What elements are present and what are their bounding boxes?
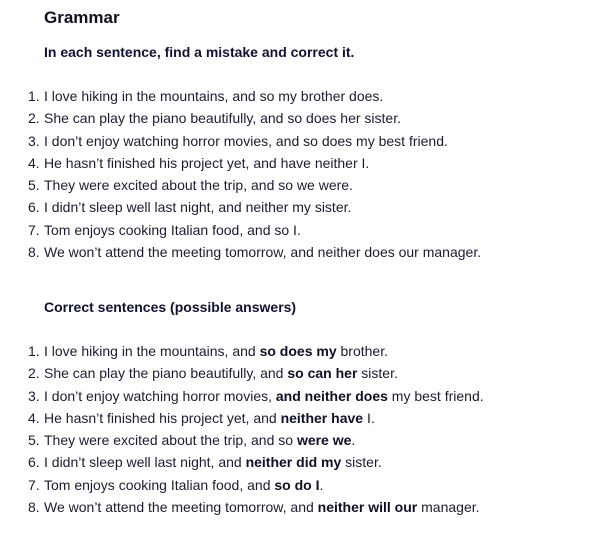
item-number: 3. [28, 132, 40, 149]
item-number: 7. [28, 221, 40, 238]
exercise-sentence: I love hiking in the mountains, and so my brother does. [44, 88, 384, 104]
item-number: 6. [28, 199, 40, 216]
item-number: 8. [28, 244, 40, 261]
exercise-item [0, 107, 590, 129]
exercise-sentence: I didn’t sleep well last night, and neither my sister. [44, 199, 352, 216]
answer-sentence [44, 340, 388, 362]
exercise-sentence: We won’t attend the meeting tomorrow, and neither does our manager. [44, 244, 482, 261]
item-number: 1. [28, 88, 40, 104]
answer-correction: neither have [280, 409, 364, 426]
item-number: 5. [28, 432, 40, 449]
page-title: Grammar [44, 8, 120, 27]
answers-heading: Correct sentences (possible answers) [44, 299, 297, 315]
answer-sentence [44, 474, 323, 496]
answer-text-before: We won’t attend the meeting tomorrow, and [44, 499, 318, 516]
answer-text-after: . [319, 476, 324, 493]
answer-sentence [44, 407, 375, 429]
answer-item [0, 362, 590, 384]
item-number: 5. [28, 177, 40, 194]
answer-text-before: He hasn’t finished his project yet, and [44, 409, 281, 426]
item-number: 1. [28, 343, 40, 359]
exercise-sentence: He hasn’t finished his project yet, and have neither I. [44, 154, 370, 171]
answer-text-before: She can play the piano beautifully, and [44, 365, 288, 382]
exercise-item [0, 219, 590, 241]
exercise-item [0, 241, 590, 263]
answer-text-before: I didn’t sleep well last night, and [44, 454, 246, 471]
answer-text-before: They were excited about the trip, and so [44, 432, 297, 449]
answer-item [0, 407, 590, 429]
answer-sentence [44, 362, 398, 384]
item-number: 4. [28, 409, 40, 426]
answer-correction: neither did my [245, 454, 342, 471]
exercise-item [0, 130, 590, 152]
exercise-item [0, 85, 590, 107]
item-number: 2. [28, 365, 40, 382]
item-number: 3. [28, 387, 40, 404]
answer-item [0, 451, 590, 473]
item-number: 6. [28, 454, 40, 471]
answer-correction: so can her [287, 365, 358, 382]
exercise-sentence: They were excited about the trip, and so we were. [44, 177, 353, 194]
exercise-item [0, 196, 590, 218]
answer-sentence [44, 496, 480, 518]
answers-list [0, 340, 590, 518]
item-number: 2. [28, 110, 40, 127]
answer-text-before: I love hiking in the mountains, and [44, 343, 260, 359]
answer-item [0, 496, 590, 518]
answer-item [0, 429, 590, 451]
exercise-sentence: I don’t enjoy watching horror movies, and so does my best friend. [44, 132, 448, 149]
answer-text-after: I. [363, 409, 375, 426]
answer-correction: so do I [274, 476, 320, 493]
answer-item [0, 474, 590, 496]
exercise-sentence: Tom enjoys cooking Italian food, and so I. [44, 221, 301, 238]
exercise-sentence: She can play the piano beautifully, and so does her sister. [44, 110, 401, 127]
item-number: 4. [28, 154, 40, 171]
answer-text-after: my best friend. [387, 387, 484, 404]
answer-correction: neither will our [317, 499, 418, 516]
answer-text-after: sister. [357, 365, 398, 382]
answer-item [0, 385, 590, 407]
exercise-instruction: In each sentence, find a mistake and correct it. [44, 44, 355, 60]
answer-sentence [44, 429, 355, 451]
exercise-item [0, 152, 590, 174]
answer-correction: so does my [259, 343, 337, 359]
answer-item [0, 340, 590, 362]
exercise-item [0, 174, 590, 196]
answer-text-after: brother. [336, 343, 388, 359]
answer-sentence [44, 385, 484, 407]
answer-text-after: manager. [417, 499, 480, 516]
answer-text-after: sister. [341, 454, 382, 471]
answer-correction: were we [296, 432, 352, 449]
answer-text-before: I don’t enjoy watching horror movies, [44, 387, 276, 404]
item-number: 8. [28, 499, 40, 516]
answer-text-before: Tom enjoys cooking Italian food, and [44, 476, 275, 493]
exercise-list [0, 85, 590, 263]
answer-correction: and neither does [275, 387, 388, 404]
answer-text-after: . [351, 432, 356, 449]
item-number: 7. [28, 476, 40, 493]
answer-sentence [44, 451, 382, 473]
